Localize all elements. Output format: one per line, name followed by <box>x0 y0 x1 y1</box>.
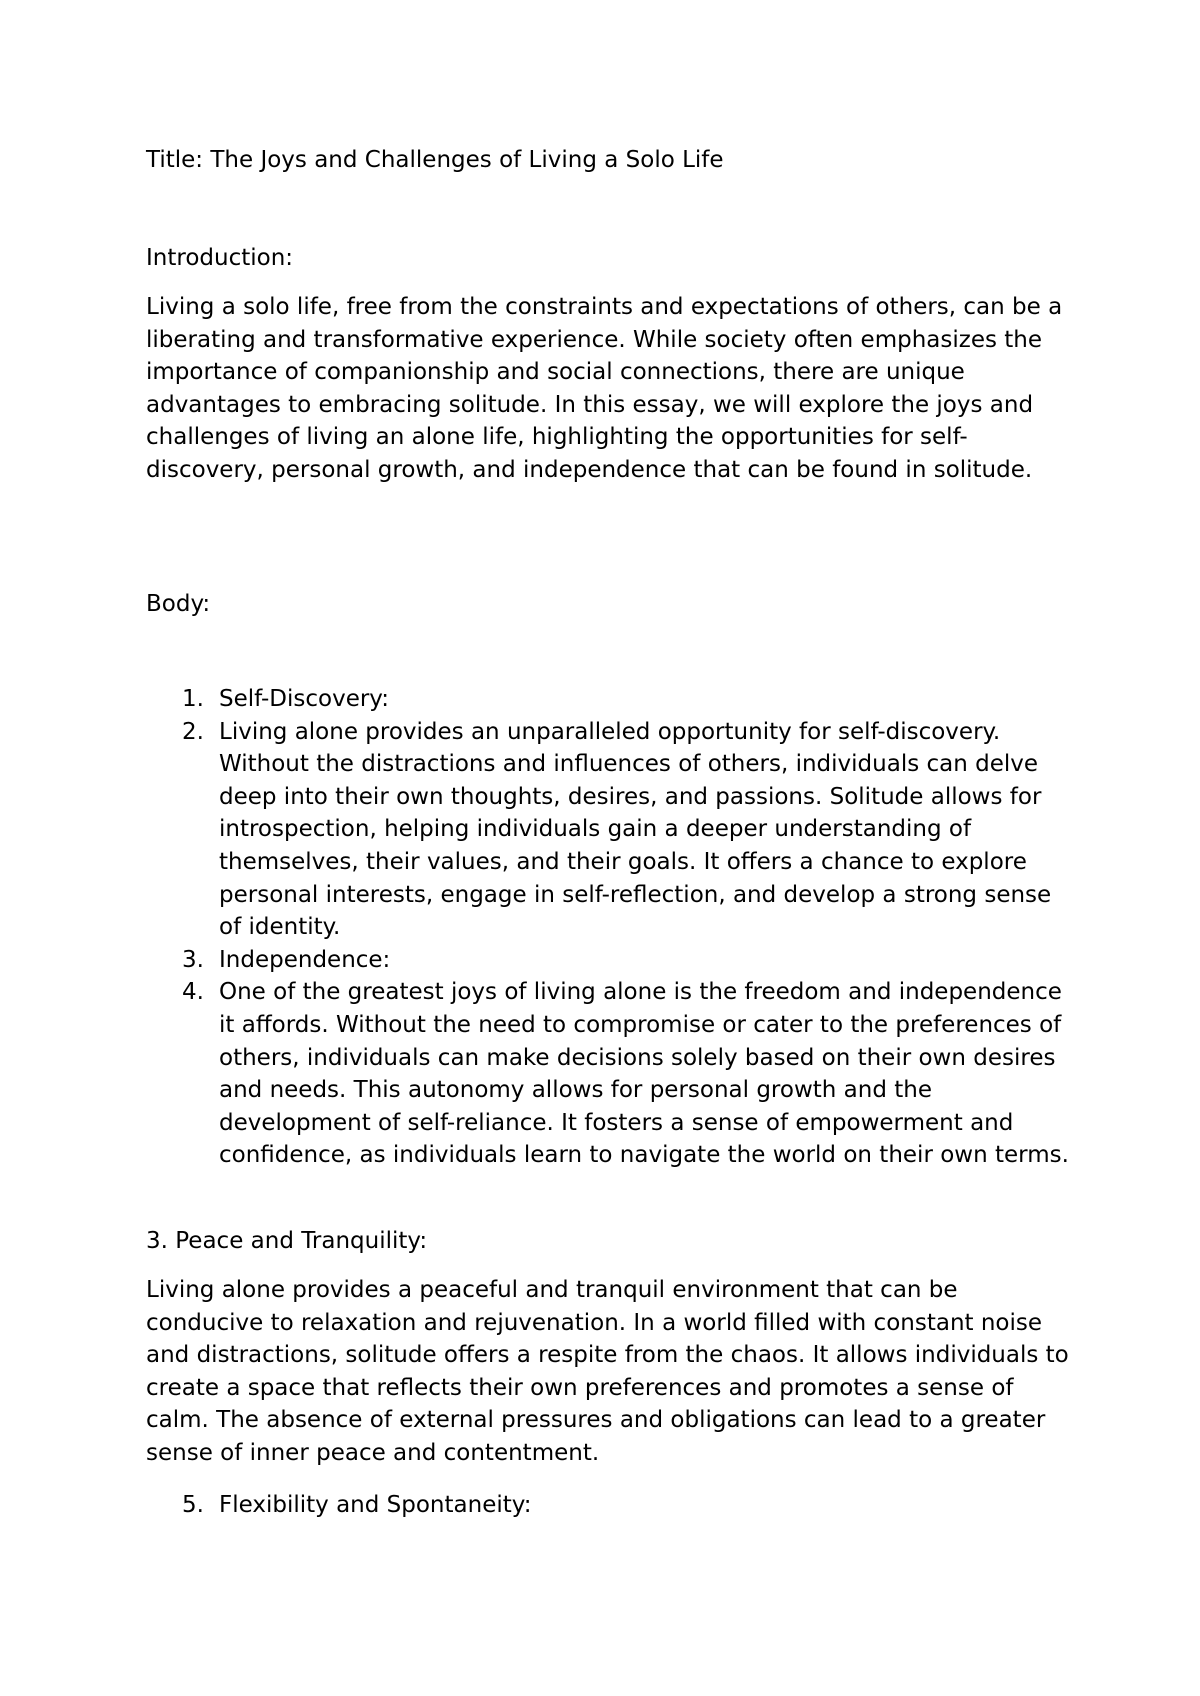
list-number: 3. <box>182 946 204 973</box>
list-number: 2. <box>182 718 204 745</box>
introduction-heading: Introduction: <box>146 245 294 271</box>
list-item <box>146 716 1076 944</box>
list-text: Living alone provides an unparalleled opportunity for self-discovery. Without the distractions and influences of others, individuals can delve deep into their own thoughts, desires, and passions. Solitude allows for introspection, helping individuals gain a deeper understanding of themselves, their values, and their goals. It offers a chance to explore personal interests, engage in self-reflection, and develop a strong sense of identity. <box>219 718 1052 941</box>
list-item <box>146 683 1076 716</box>
document-page <box>146 0 1076 1696</box>
section3-paragraph: Living alone provides a peaceful and tranquil environment that can be conducive to relaxation and rejuvenation. In a world filled with constant noise and distractions, solitude offers a respite from the chaos. It allows individuals to create a space that reflects their own preferences and promotes a sense of calm. The absence of external pressures and obligations can lead to a greater sense of inner peace and contentment. <box>146 1277 1069 1466</box>
body-list <box>146 683 1076 1172</box>
body-heading: Body: <box>146 591 211 617</box>
list-text: Flexibility and Spontaneity: <box>219 1492 532 1518</box>
introduction-paragraph: Living a solo life, free from the constraints and expectations of others, can be a liberating and transformative experience. While society often emphasizes the importance of companionship and social connections, there are unique advantages to embracing solitude. In this essay, we will explore the joys and challenges of living an alone life, highlighting the opportunities for self-discovery, personal growth, and independence that can be found in solitude. <box>146 294 1063 483</box>
document-title: Title: The Joys and Challenges of Living a Solo Life <box>146 147 724 173</box>
list-item <box>146 944 1076 977</box>
list-number: 5. <box>182 1492 204 1518</box>
section3-heading: 3. Peace and Tranquility: <box>146 1228 428 1254</box>
list-text: Independence: <box>219 946 391 973</box>
body-list-continued <box>146 1489 1076 1522</box>
list-text: Self-Discovery: <box>219 686 389 712</box>
list-number: 1. <box>182 686 204 712</box>
list-text: One of the greatest joys of living alone is the freedom and independence it affords. Without the need to compromise or cater to the preferences of others, individuals can make decisions solely based on their own desires and needs. This autonomy allows for personal growth and the development of self-reliance. It fosters a sense of empowerment and confidence, as individuals learn to navigate the world on their own terms. <box>219 979 1069 1169</box>
list-number: 4. <box>182 979 204 1006</box>
list-item <box>146 976 1076 1172</box>
list-item <box>146 1489 1076 1522</box>
